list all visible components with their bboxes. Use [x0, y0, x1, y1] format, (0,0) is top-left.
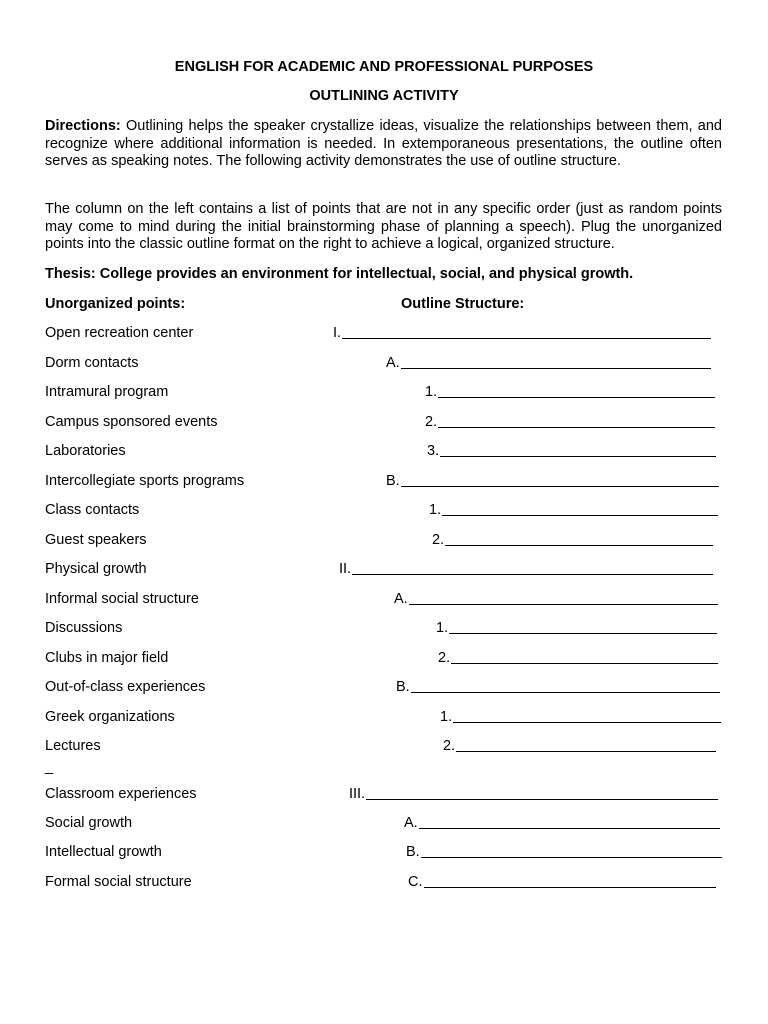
list-item: Formal social structure — [45, 874, 192, 890]
outline-number: I. — [333, 325, 342, 341]
answer-blank[interactable] — [342, 338, 711, 339]
outline-number: A. — [404, 815, 418, 831]
outline-number: C. — [408, 874, 423, 890]
list-item: Social growth — [45, 815, 133, 831]
outline-number: 1. — [429, 502, 442, 518]
list-item: Clubs in major field — [45, 650, 169, 666]
answer-blank[interactable] — [438, 397, 715, 398]
answer-blank[interactable] — [424, 887, 717, 888]
answer-blank[interactable] — [442, 515, 718, 516]
outline-entry — [425, 413, 715, 431]
outline-entry — [333, 324, 711, 342]
outline-entry — [404, 814, 720, 832]
answer-blank[interactable] — [453, 722, 721, 723]
directions-paragraph — [45, 118, 722, 171]
list-item: Intellectual growth — [45, 844, 162, 860]
outline-number: II. — [339, 561, 352, 577]
outline-number: 2. — [425, 414, 438, 430]
outline-number: 2. — [443, 738, 456, 754]
outline-entry — [443, 737, 716, 755]
outline-entry — [432, 531, 713, 549]
list-item: Discussions — [45, 620, 123, 636]
outline-number: 1. — [436, 620, 449, 636]
directions-text: Outlining helps the speaker crystallize ideas, visualize the relationships between them, and recognize where additional information is needed. In extemporaneous presentations, the outline often serves as speaking notes. The following activity demonstrates the use of outline structure. — [45, 118, 722, 169]
answer-blank[interactable] — [419, 828, 720, 829]
list-item: Campus sponsored events — [45, 414, 218, 430]
outline-number: B. — [396, 679, 410, 695]
answer-blank[interactable] — [438, 427, 715, 428]
outline-entry — [396, 678, 720, 696]
list-item: Greek organizations — [45, 709, 175, 725]
answer-blank[interactable] — [445, 545, 713, 546]
outline-number: B. — [386, 473, 400, 489]
answer-blank[interactable] — [411, 692, 720, 693]
stray-underscore: _ — [45, 759, 54, 775]
answer-blank[interactable] — [401, 368, 711, 369]
list-item: Out-of-class experiences — [45, 679, 206, 695]
outline-entry — [429, 501, 718, 519]
answer-blank[interactable] — [401, 486, 719, 487]
list-item: Informal social structure — [45, 591, 199, 607]
outline-number: A. — [394, 591, 408, 607]
answer-blank[interactable] — [449, 633, 717, 634]
list-item: Class contacts — [45, 502, 140, 518]
outline-number: 1. — [425, 384, 438, 400]
outline-number: 2. — [432, 532, 445, 548]
outline-entry — [438, 649, 718, 667]
outline-entry — [339, 560, 713, 578]
outline-entry — [394, 590, 718, 608]
outline-number: III. — [349, 786, 366, 802]
outline-number: 3. — [427, 443, 440, 459]
answer-blank[interactable] — [409, 604, 718, 605]
outline-number: 1. — [440, 709, 453, 725]
outline-entry — [408, 873, 716, 891]
answer-blank[interactable] — [456, 751, 716, 752]
answer-blank[interactable] — [352, 574, 713, 575]
outline-entry — [427, 442, 716, 460]
list-item: Physical growth — [45, 561, 147, 577]
instructions-paragraph: The column on the left contains a list of points that are not in any specific order (just as random points may come to mind during the initial brainstorming phase of planning a speech). Plug the unorganized points into the classic outline format on the right to achieve a logical, organized structure. — [45, 201, 722, 252]
thesis-statement: Thesis: College provides an environment for intellectual, social, and physical growth. — [45, 266, 634, 282]
outline-number: 2. — [438, 650, 451, 666]
outline-entry — [436, 619, 717, 637]
list-item: Intercollegiate sports programs — [45, 473, 245, 489]
answer-blank[interactable] — [440, 456, 716, 457]
activity-title: OUTLINING ACTIVITY — [309, 88, 459, 104]
list-item: Open recreation center — [45, 325, 194, 341]
list-item: Guest speakers — [45, 532, 147, 548]
outline-entry — [425, 383, 715, 401]
list-item: Intramural program — [45, 384, 169, 400]
answer-blank[interactable] — [451, 663, 718, 664]
outline-entry — [386, 472, 719, 490]
outline-entry — [349, 785, 718, 803]
document-title: ENGLISH FOR ACADEMIC AND PROFESSIONAL PURPOSES — [174, 59, 594, 75]
list-item: Dorm contacts — [45, 355, 139, 371]
outline-entry — [386, 354, 711, 372]
outline-number: A. — [386, 355, 400, 371]
outline-entry — [440, 708, 721, 726]
list-item: Laboratories — [45, 443, 126, 459]
answer-blank[interactable] — [366, 799, 718, 800]
directions-label: Directions: — [45, 118, 121, 134]
outline-structure-header: Outline Structure: — [401, 296, 525, 312]
unorganized-points-header: Unorganized points: — [45, 296, 186, 312]
list-item: Classroom experiences — [45, 786, 197, 802]
outline-number: B. — [406, 844, 420, 860]
list-item: Lectures — [45, 738, 101, 754]
outline-entry — [406, 843, 722, 861]
answer-blank[interactable] — [421, 857, 722, 858]
